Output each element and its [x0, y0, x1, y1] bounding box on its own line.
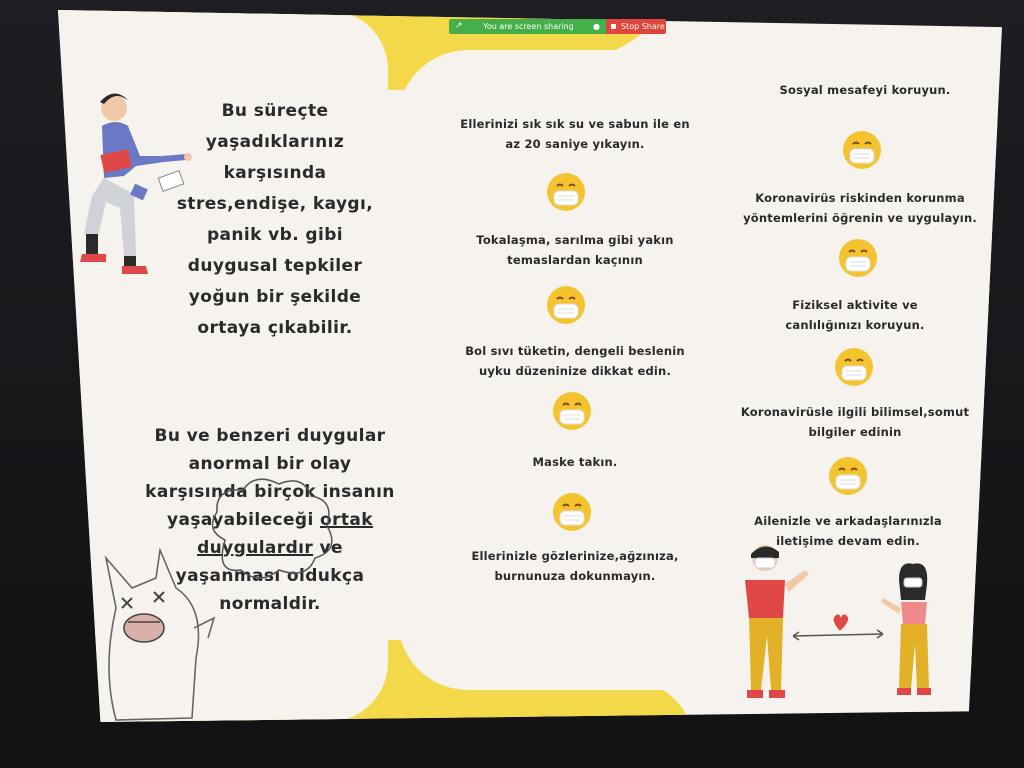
left-p2-line-5a: duygulardır — [197, 538, 314, 558]
right-tip-5-line-1: Ailenizle ve arkadaşlarınızla — [754, 514, 942, 528]
thought-cloud-illustration — [195, 470, 345, 590]
left-p2-line-1: Bu ve benzeri duygular — [154, 426, 386, 446]
left-p1-line-4: stres,endişe, kaygı, — [176, 194, 374, 214]
left-p1-line-3: karşısında — [223, 163, 327, 183]
masked-face-emoji-icon — [828, 456, 868, 496]
right-tip-4-line-2: bilgiler edinin — [808, 425, 902, 439]
left-p1-line-2: yaşadıklarınız — [205, 132, 345, 152]
middle-tip-3 — [440, 341, 710, 381]
middle-tip-5-line-1: Ellerinizle gözlerinize,ağzınıza, — [471, 549, 679, 563]
left-p1-line-5: panik vb. gibi — [206, 225, 343, 245]
middle-tip-1-line-1: Ellerinizi sık sık su ve sabun ile en — [460, 117, 690, 131]
right-tip-1-line-1: Sosyal mesafeyi koruyun. — [779, 83, 951, 97]
left-p2-line-7: normaldir. — [219, 594, 321, 614]
left-p1-line-6: duygusal tepkiler — [187, 256, 363, 276]
masked-face-emoji-icon — [552, 391, 592, 431]
left-p2-line-4a: yaşayabileceği — [166, 510, 321, 530]
left-p1-line-7: yoğun bir şekilde — [188, 287, 362, 307]
stop-share-label: Stop Share — [621, 22, 665, 31]
stop-share-button[interactable] — [606, 19, 666, 34]
middle-tip-4-line-1: Maske takın. — [532, 455, 618, 469]
heart-icon — [834, 614, 848, 630]
middle-tip-5-line-2: burnunuza dokunmayın. — [494, 569, 656, 583]
middle-tip-1 — [440, 114, 710, 154]
screen-sharing-label: You are screen sharing — [483, 22, 574, 31]
middle-tip-1-line-2: az 20 saniye yıkayın. — [505, 137, 645, 151]
left-p2-line-5b: ve — [313, 538, 343, 558]
stop-square-icon — [611, 24, 616, 29]
right-tip-5-line-2: iletişime devam edin. — [776, 534, 920, 548]
man-with-papers-illustration — [62, 86, 202, 286]
right-tip-2 — [730, 188, 990, 228]
masked-face-emoji-icon — [546, 285, 586, 325]
left-p1-line-8: ortaya çıkabilir. — [197, 318, 353, 338]
right-tip-3 — [725, 295, 985, 335]
right-tip-4-line-1: Koronavirüsle ilgili bilimsel,somut — [740, 405, 970, 419]
right-tip-3-line-2: canlılığınızı koruyun. — [785, 318, 925, 332]
left-p2-line-4b: ortak — [320, 510, 374, 530]
right-tip-1 — [735, 80, 995, 100]
middle-tip-2-line-2: temaslardan kaçının — [507, 253, 643, 267]
masked-face-emoji-icon — [834, 347, 874, 387]
social-distance-couple-illustration — [735, 540, 945, 710]
screen-sharing-indicator[interactable] — [449, 19, 606, 34]
right-tip-2-line-1: Koronavirüs riskinden korunma — [755, 191, 965, 205]
middle-tip-2 — [440, 230, 710, 270]
masked-face-emoji-icon — [546, 172, 586, 212]
masked-face-emoji-icon — [842, 130, 882, 170]
share-screen-icon: ↗ — [455, 21, 463, 31]
right-tip-3-line-1: Fiziksel aktivite ve — [792, 298, 918, 312]
middle-tip-2-line-1: Tokalaşma, sarılma gibi yakın — [476, 233, 674, 247]
left-p2-line-3: karşısında birçok insanın — [145, 482, 395, 502]
bunny-sketch-illustration — [96, 548, 216, 728]
right-tip-2-line-2: yöntemlerini öğrenin ve uygulayın. — [743, 211, 977, 225]
masked-face-emoji-icon — [838, 238, 878, 278]
left-p1-line-1: Bu süreçte — [221, 101, 329, 121]
middle-tip-4 — [440, 452, 710, 472]
middle-tip-3-line-2: uyku düzeninize dikkat edin. — [478, 364, 672, 378]
shield-icon: ● — [593, 22, 600, 31]
left-p2-line-6: yaşanması oldukça — [175, 566, 365, 586]
right-tip-4 — [720, 402, 990, 442]
left-p2-line-2: anormal bir olay — [188, 454, 352, 474]
middle-tip-3-line-1: Bol sıvı tüketin, dengeli beslenin — [465, 344, 685, 358]
middle-tip-5 — [440, 546, 710, 586]
masked-face-emoji-icon — [552, 492, 592, 532]
